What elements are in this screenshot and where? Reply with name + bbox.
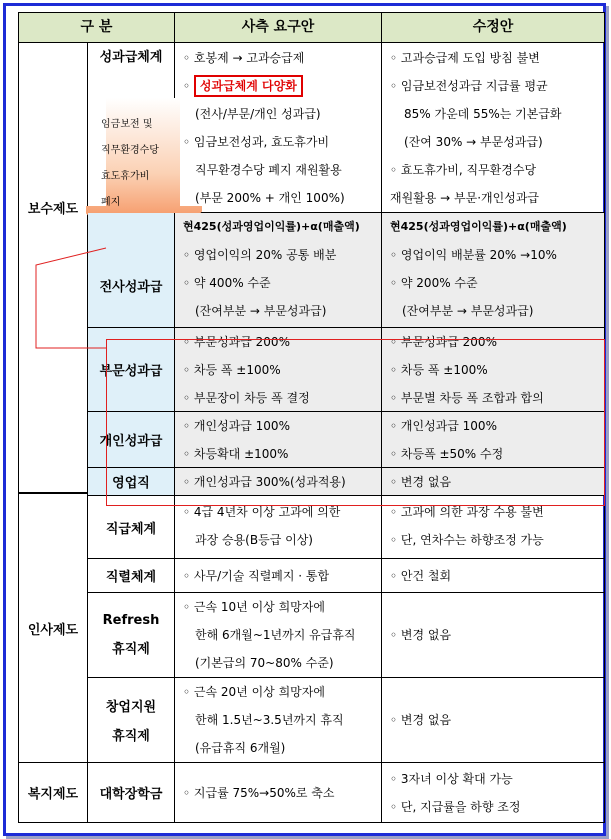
demand-line: 직무환경수당 폐지 재원활용 <box>195 163 342 177</box>
demand-line: ◦ 차등확대 ±100% <box>183 447 289 461</box>
revised-line: 85% 가운데 55%는 기본급화 <box>404 107 562 121</box>
demand-line: (잔여부분 → 부문성과급) <box>195 304 327 318</box>
header-union-demand: 사측 요구안 <box>175 12 382 43</box>
performance-pay-demand <box>175 43 382 213</box>
dept-pay-revised <box>382 328 605 412</box>
revised-line: ◦ 부문별 차등 폭 조합과 합의 <box>390 391 544 405</box>
job-series-revised <box>382 559 605 593</box>
demand-line: ◦ 개인성과급 100% <box>183 419 290 433</box>
merged-item: 폐지 <box>101 197 121 208</box>
pay-system-label: 보수제도 <box>18 43 88 493</box>
tuition-label: 대학장학금 <box>88 763 175 823</box>
tuition-revised <box>382 763 605 823</box>
revised-line: ◦ 효도휴가비, 직무환경수당 <box>390 163 537 177</box>
sales-revised <box>382 468 605 496</box>
header-revised: 수정안 <box>382 12 605 43</box>
rank-revised <box>382 496 605 559</box>
demand-line: ◦ 지급률 75%→50%로 축소 <box>183 786 335 800</box>
merged-item: 임금보전 및 <box>101 119 153 130</box>
revised-line: 현425(성과영업이익률)+α(매출액) <box>390 220 567 233</box>
indiv-pay-label: 개인성과급 <box>88 412 175 468</box>
demand-line: ◦ 호봉제 → 고과승급제 <box>183 51 305 65</box>
demand-line: (부문 200% + 개인 100%) <box>195 191 345 205</box>
startup-leave-demand <box>175 678 382 763</box>
dept-pay-demand <box>175 328 382 412</box>
demand-line: ◦ 개인성과급 300%(성과적용) <box>183 475 346 489</box>
revised-line: ◦ 부문성과급 200% <box>390 335 497 349</box>
demand-line: ◦ 약 400% 수준 <box>183 276 271 290</box>
demand-line: ◦ 임금보전성과, 효도휴가비 <box>183 135 330 149</box>
demand-line: 한해 6개월~1년까지 유급휴직 <box>195 628 356 642</box>
revised-line: ◦ 변경 없음 <box>390 713 452 727</box>
revised-line: ◦ 개인성과급 100% <box>390 419 497 433</box>
startup-leave-label: 창업지원 휴직제 <box>88 678 175 763</box>
revised-line: ◦ 단, 연차수는 하향조정 가능 <box>390 533 544 547</box>
revised-line: 재원활용 → 부문·개인성과급 <box>390 191 540 205</box>
demand-line: ◦ 4급 4년차 이상 고과에 의한 <box>183 505 341 519</box>
demand-line: ◦ 근속 20년 이상 희망자에 <box>183 685 325 699</box>
revised-line: ◦ 고과에 의한 과장 수용 불변 <box>390 505 544 519</box>
demand-line: ◦ 영업이익의 20% 공통 배분 <box>183 248 337 262</box>
revised-line: ◦ 차등 폭 ±100% <box>390 363 488 377</box>
merged-item: 직무환경수당 <box>101 145 159 156</box>
company-pay-demand <box>175 213 382 328</box>
job-series-demand <box>175 559 382 593</box>
demand-line: (유급휴직 6개월) <box>195 741 286 755</box>
revised-line: ◦ 약 200% 수준 <box>390 276 478 290</box>
sales-demand <box>175 468 382 496</box>
indiv-pay-demand <box>175 412 382 468</box>
refresh-leave-revised <box>382 593 605 678</box>
revised-line: ◦ 변경 없음 <box>390 475 452 489</box>
hr-system-label: 인사제도 <box>18 493 88 763</box>
demand-line: (전사/부문/개인 성과급) <box>195 107 321 121</box>
demand-line: ◦ 부문성과급 200% <box>183 335 290 349</box>
refresh-leave-demand <box>175 593 382 678</box>
revised-line: ◦ 임금보전성과급 지급률 평균 <box>390 79 548 93</box>
revised-line: ◦ 차등폭 ±50% 수정 <box>390 447 504 461</box>
revised-line: ◦ 변경 없음 <box>390 628 452 642</box>
tuition-demand <box>175 763 382 823</box>
demand-line: 한해 1.5년~3.5년까지 휴직 <box>195 713 344 727</box>
demand-line: ◦ 차등 폭 ±100% <box>183 363 281 377</box>
revised-line: ◦ 영업이익 배분률 20% →10% <box>390 248 557 262</box>
company-pay-revised <box>382 213 605 328</box>
diversify-highlight: 성과급체계 다양화 <box>194 75 303 97</box>
rank-label: 직급체계 <box>88 496 175 559</box>
dept-pay-label: 부문성과급 <box>88 328 175 412</box>
demand-line: ◦ 부문장이 차등 폭 결정 <box>183 391 310 405</box>
company-pay-label: 전사성과급 <box>88 213 175 328</box>
revised-line: ◦ 고과승급제 도입 방침 불변 <box>390 51 540 65</box>
revised-line: (잔여 30% → 부문성과급) <box>404 135 543 149</box>
demand-line: ◦ 사무/기술 직렬폐지 · 통합 <box>183 569 330 583</box>
comparison-table <box>18 12 605 824</box>
indiv-pay-revised <box>382 412 605 468</box>
demand-line: 현425(성과영업이익률)+α(매출액) <box>183 220 360 233</box>
demand-line-diversify: ◦ 성과급체계 다양화 <box>183 72 381 100</box>
refresh-leave-label: Refresh 휴직제 <box>88 593 175 678</box>
revised-line: (잔여부분 → 부문성과급) <box>402 304 534 318</box>
sales-label: 영업직 <box>88 468 175 496</box>
merged-item: 효도휴가비 <box>101 171 150 182</box>
demand-line: (기본급의 70~80% 수준) <box>195 656 334 670</box>
merged-items-list <box>94 112 187 216</box>
header-category: 구 분 <box>18 12 175 43</box>
demand-line: ◦ 근속 10년 이상 희망자에 <box>183 600 325 614</box>
job-series-label: 직렬체계 <box>88 559 175 593</box>
performance-pay-system-label: 성과급체계 <box>99 50 163 65</box>
revised-line: ◦ 안건 철회 <box>390 569 452 583</box>
performance-pay-revised <box>382 43 605 213</box>
welfare-label: 복지제도 <box>18 763 88 823</box>
rank-demand <box>175 496 382 559</box>
revised-line: ◦ 3자녀 이상 확대 가능 <box>390 772 513 786</box>
demand-line: 과장 승용(B등급 이상) <box>195 533 313 547</box>
startup-leave-revised <box>382 678 605 763</box>
revised-line: ◦ 단, 지급률을 하향 조정 <box>390 800 521 814</box>
